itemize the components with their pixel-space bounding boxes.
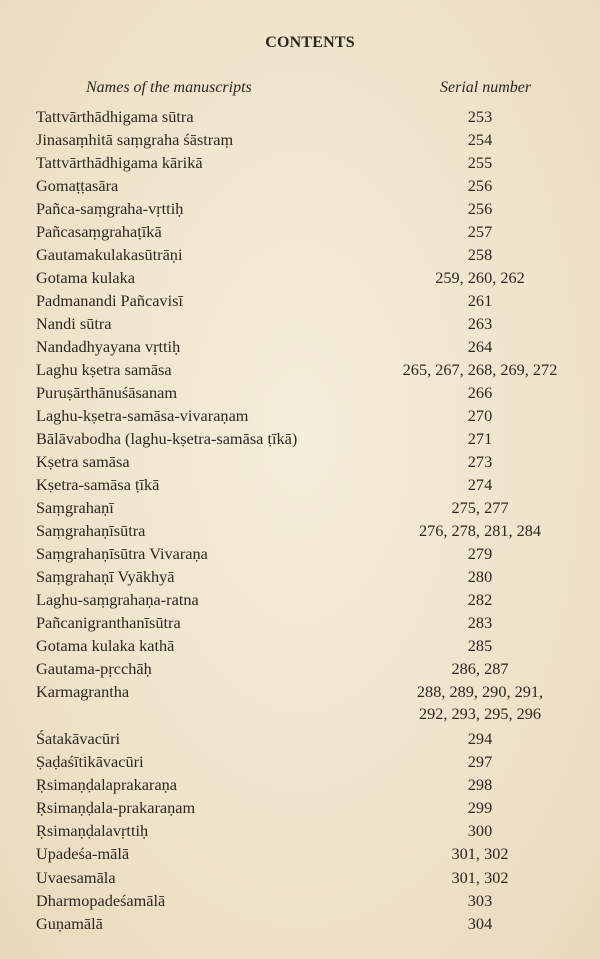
manuscript-name: Ṛsimaṇḍalavṛttiḥ	[36, 821, 149, 840]
serial-number: 301, 302	[451, 844, 509, 863]
manuscript-name: Jinasaṃhitā saṃgraha śāstraṃ	[36, 130, 234, 149]
table-row	[0, 680, 600, 703]
manuscript-name: Upadeśa-mālā	[36, 844, 130, 863]
table-row	[0, 335, 600, 358]
column-header-names: Names of the manuscripts	[86, 79, 252, 96]
table-row	[0, 565, 600, 588]
table-row	[0, 197, 600, 220]
table-row	[0, 611, 600, 634]
table-row	[0, 404, 600, 427]
table-row	[0, 450, 600, 473]
serial-number: 274	[467, 475, 493, 494]
manuscript-name: Karmagrantha	[36, 682, 130, 701]
manuscript-name: Gautama-pṛcchāḥ	[36, 659, 152, 678]
table-row	[0, 588, 600, 611]
serial-number: 266	[467, 383, 493, 402]
table-row	[0, 151, 600, 174]
manuscript-name: Saṃgrahaṇīsūtra	[36, 521, 146, 540]
table-row	[0, 819, 600, 842]
serial-number: 292, 293, 295, 296	[418, 704, 542, 723]
serial-number: 258	[467, 245, 493, 264]
serial-number: 285	[467, 636, 493, 655]
table-row	[0, 473, 600, 496]
serial-number: 299	[467, 798, 493, 817]
manuscript-name: Saṃgrahaṇī Vyākhyā	[36, 567, 175, 586]
table-row	[0, 519, 600, 542]
serial-number: 253	[467, 107, 493, 126]
table-row	[0, 174, 600, 197]
manuscript-name: Bālāvabodha (laghu-kṣetra-samāsa ṭīkā)	[36, 429, 298, 448]
manuscript-name: Nandi sūtra	[36, 314, 112, 333]
manuscript-name: Kṣetra-samāsa ṭīkā	[36, 475, 160, 494]
serial-number: 264	[467, 337, 493, 356]
serial-number: 257	[467, 222, 493, 241]
table-row	[0, 727, 600, 750]
serial-number: 256	[467, 199, 493, 218]
serial-number: 301, 302	[451, 868, 509, 887]
manuscript-name: Gotama kulaka	[36, 268, 136, 287]
serial-number: 275, 277	[451, 498, 509, 517]
manuscript-name: Pañca-saṃgraha-vṛttiḥ	[36, 199, 184, 218]
table-row	[0, 358, 600, 381]
serial-number: 263	[467, 314, 493, 333]
serial-number: 270	[467, 406, 493, 425]
serial-number: 304	[467, 914, 493, 933]
serial-number: 280	[467, 567, 493, 586]
table-row	[0, 773, 600, 796]
manuscript-name: Ṛsimaṇḍala-prakaraṇam	[36, 798, 196, 817]
serial-number: 298	[467, 775, 493, 794]
table-row	[0, 289, 600, 312]
manuscript-name: Padmanandi Pañcavisī	[36, 291, 183, 310]
serial-number: 279	[467, 544, 493, 563]
page-title: CONTENTS	[265, 34, 355, 51]
manuscript-name: Gautamakulakasūtrāṇi	[36, 245, 183, 264]
table-row	[0, 750, 600, 773]
table-row	[0, 128, 600, 151]
serial-number: 271	[467, 429, 493, 448]
manuscript-name: Ṛsimaṇḍalaprakaraṇa	[36, 775, 178, 794]
table-row	[0, 889, 600, 912]
serial-number: 297	[467, 752, 493, 771]
serial-number: 255	[467, 153, 493, 172]
manuscript-name: Uvaesamāla	[36, 868, 116, 887]
manuscript-name: Laghu-saṃgrahaṇa-ratna	[36, 590, 199, 609]
manuscript-name: Pañcasaṃgrahaṭīkā	[36, 222, 162, 241]
serial-number: 261	[467, 291, 493, 310]
serial-number: 283	[467, 613, 493, 632]
manuscript-name: Gotama kulaka kathā	[36, 636, 175, 655]
serial-number: 288, 289, 290, 291,	[416, 682, 544, 701]
serial-number: 256	[467, 176, 493, 195]
table-row	[0, 542, 600, 565]
table-row	[0, 381, 600, 404]
serial-number: 303	[467, 891, 493, 910]
manuscript-name: Tattvārthādhigama sūtra	[36, 107, 194, 126]
table-row	[0, 312, 600, 335]
table-row	[0, 842, 600, 865]
manuscript-name: Gomaṭṭasāra	[36, 176, 119, 195]
table-row	[0, 912, 600, 935]
serial-number: 259, 260, 262	[435, 268, 525, 287]
table-row	[0, 657, 600, 680]
manuscript-name: Nandadhyayana vṛttiḥ	[36, 337, 181, 356]
table-row	[0, 427, 600, 450]
serial-number: 286, 287	[451, 659, 509, 678]
serial-number: 276, 278, 281, 284	[418, 521, 542, 540]
manuscript-name: Ṣaḍaśītikāvacūri	[36, 752, 144, 771]
manuscript-name: Dharmopadeśamālā	[36, 891, 166, 910]
manuscript-name: Guṇamālā	[36, 914, 103, 933]
serial-number: 282	[467, 590, 493, 609]
manuscript-name: Laghu kṣetra samāsa	[36, 360, 172, 379]
manuscript-name: Saṃgrahaṇī	[36, 498, 114, 517]
table-row	[0, 105, 600, 128]
table-row	[0, 220, 600, 243]
table-row	[0, 796, 600, 819]
serial-number: 300	[467, 821, 493, 840]
table-row	[0, 634, 600, 657]
manuscript-name: Kṣetra samāsa	[36, 452, 130, 471]
manuscript-name: Saṃgrahaṇīsūtra Vivaraṇa	[36, 544, 208, 563]
serial-number: 265, 267, 268, 269, 272	[402, 360, 558, 379]
serial-number: 254	[467, 130, 493, 149]
serial-number: 294	[467, 729, 493, 748]
table-row	[0, 243, 600, 266]
table-row	[0, 496, 600, 519]
manuscript-name: Puruṣārthānuśāsanam	[36, 383, 178, 402]
manuscript-name: Laghu-kṣetra-samāsa-vivaraṇam	[36, 406, 249, 425]
manuscript-name: Śatakāvacūri	[36, 729, 121, 748]
table-row	[0, 866, 600, 889]
manuscript-name: Tattvārthādhigama kārikā	[36, 153, 203, 172]
column-header-serial: Serial number	[440, 79, 532, 96]
serial-number: 273	[467, 452, 493, 471]
table-row	[0, 702, 600, 725]
manuscript-name: Pañcanigranthanīsūtra	[36, 613, 181, 632]
table-row	[0, 266, 600, 289]
